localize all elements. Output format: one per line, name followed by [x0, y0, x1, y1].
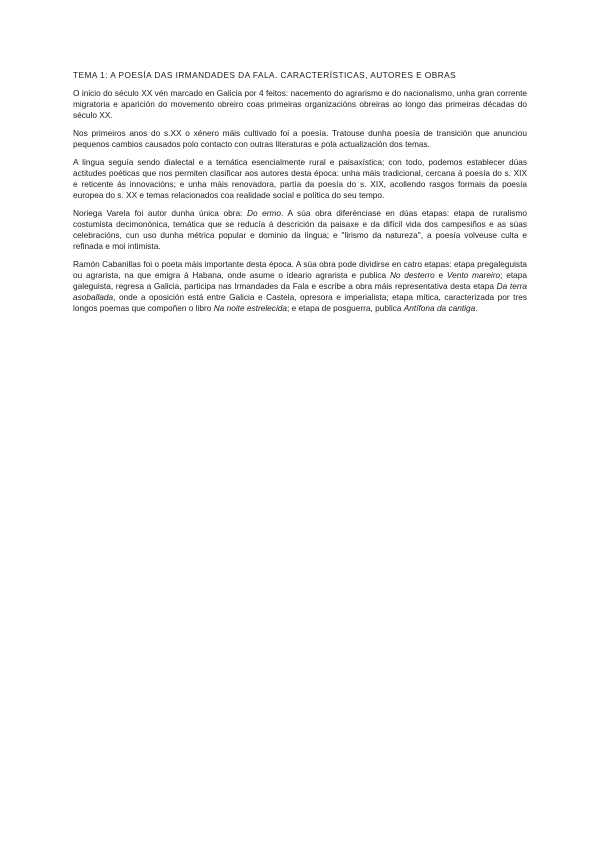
paragraph-text: Noriega Varela foi autor dunha única obra:: [73, 208, 247, 218]
paragraph: [73, 208, 527, 252]
document-page: [73, 70, 527, 321]
paragraph-text: ; e etapa de posguerra, publica: [287, 303, 404, 313]
paragraph-text: . A súa obra diferénciase en dúas etapas: etapa de ruralismo costumista decimonónica, temática que se reducía á descrición da paisaxe e da difícil vida dos campesiños e as súas celebracións, cun uso dunha métrica popular e dominio da lingua; e "lirismo da natureza", a poesía volveuse culta e refinada e moi intimista.: [73, 208, 527, 251]
document-body: [73, 88, 527, 314]
paragraph-text: Ramón Cabanillas foi o poeta máis importante desta época. A súa obra pode dividirse en catro etapas: etapa pregaleguista ou agrarista, na que emigra á Habana, onde asume o ideario agrarista e publica: [73, 259, 527, 280]
paragraph-text: .: [475, 303, 478, 313]
paragraph-text: , onde a oposición está entre Galicia e Castela, opresora e imperialista; etapa mítica, caracterizada por tres longos poemas que compoñen o libro: [73, 292, 527, 313]
italic-title-text: Antífona da cantiga: [403, 303, 476, 313]
paragraph-text: A lingua seguía sendo dialectal e a temática esencialmente rural e paisaxística; con todo, podemos establecer dúas actitudes poéticas que nos permiten clasificar aos autores desta época: unha máis tradicional, cercana á poesía do s. XIX e reticente ás innovacións; e unha máis renovadora, partía da poesía do s. XIX, acollendo rasgos formais da poesía europea do s. XX e temas relacionados coa realidade social e política do seu tempo.: [73, 157, 527, 200]
italic-title-text: Na noite estrelecida: [213, 303, 288, 313]
italic-title-text: Da terra asoballada: [73, 281, 527, 302]
italic-title-text: Do ermo: [246, 208, 282, 218]
paragraph: [73, 259, 527, 314]
document-title: TEMA 1: A POESÍA DAS IRMANDADES DA FALA. CARACTERÍSTICAS, AUTORES E OBRAS: [73, 70, 457, 80]
paragraph-text: O inicio do século XX vén marcado en Galicia por 4 feitos: nacemento do agrarismo e do nacionalismo, unha gran corrente migratoria e aparición do movemento obreiro coas primeiras organizacións obreiras ao longo das primeiras décadas do século XX.: [73, 88, 527, 120]
paragraph-text: e: [434, 270, 447, 280]
paragraph: [73, 157, 527, 201]
italic-title-text: Vento mareiro: [446, 270, 501, 280]
paragraph: [73, 88, 527, 121]
paragraph-text: ; etapa galeguista, regresa a Galicia, participa nas Irmandades da Fala e escribe a obra máis representativa desta etapa: [73, 270, 527, 291]
italic-title-text: No desterro: [389, 270, 435, 280]
paragraph-text: Nos primeiros anos do s.XX o xénero máis cultivado foi a poesía. Tratouse dunha poesía de transición que anunciou pequenos cambios causados polo contacto con outras literaturas e pola actualización dos temas.: [73, 128, 527, 149]
paragraph: [73, 128, 527, 150]
